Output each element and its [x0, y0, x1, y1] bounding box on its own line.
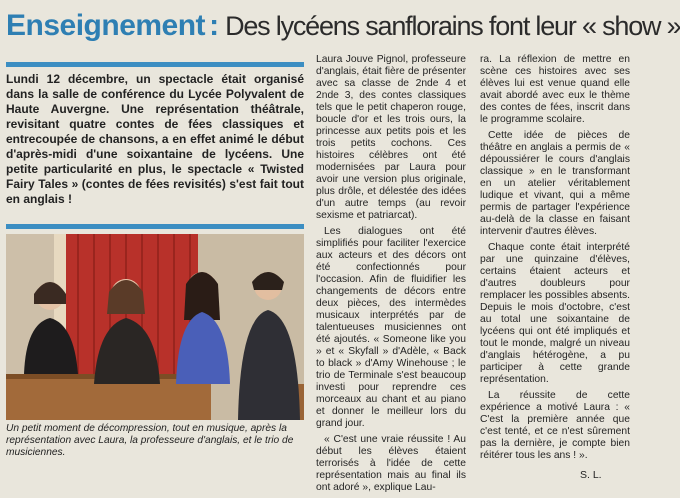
article-column-3: [480, 54, 630, 466]
headline-title: Des lycéens sanflorains font leur « show »: [225, 11, 680, 41]
article-photo: [6, 234, 304, 420]
paragraph: La réussite de cette expérience a motivé Laura : « C'est la première année que c'est tenté, et ce n'est sûrement pas la dernière, je compte bien réitérer tous les ans ! ».: [480, 390, 630, 461]
paragraph: « C'est une vraie réussite ! Au début les élèves étaient terrorisés à l'idée de cette représentation mais au final ils ont adoré », explique Lau-: [316, 434, 466, 493]
photo-caption: Un petit moment de décompression, tout en musique, après la représentation avec Laura, la professeure d'anglais, et le trio de musiciennes.: [6, 423, 294, 458]
paragraph: ra. La réflexion de mettre en scène ces histoires avec ses élèves lui est venue quand elle avait abordé avec eux le thème des contes de fées, inscrit dans le programme scolaire.: [480, 54, 630, 125]
paragraph: Chaque conte était interprété par une quinzaine d'élèves, certains étaient acteurs et d'autres doubleurs pour remplacer les possibles absents. Depuis le mois d'octobre, c'est au total une soixantaine de lycéens qui ont été impliqués et tout le monde, malgré un niveau d'anglais hétérogène, a pu participer à cette grande représentation.: [480, 242, 630, 385]
paragraph: Les dialogues ont été simplifiés pour faciliter l'exercice aux acteurs et des décors ont été confectionnés pour l'occasion. Afin de fluidifier les changements de décors entre deux pièces, des intermèdes musicaux interprétés par de talentueuses musiciennes ont été ajoutés. « Someone like you » et « Skyfall » d'Adèle, « Back to black » d'Amy Winehouse ; le trio de Terminale s'est beaucoup investi pour reprendre ces morceaux au chant et au piano et donner le meilleur lors du grand jour.: [316, 226, 466, 429]
paragraph: Cette idée de pièces de théâtre en anglais a permis de « dépoussiérer le cours d'anglais classique » en le transformant en un atelier véritablement ludique et vivant, qui a même permis de partager l'expérience au-delà de la classe en faisant intervenir d'autres élèves.: [480, 130, 630, 237]
headline: [6, 4, 680, 48]
headline-colon: :: [209, 9, 220, 42]
photo-illustration: [6, 234, 304, 420]
headline-kicker: Enseignement: [6, 9, 206, 42]
accent-rule-photo: [6, 224, 304, 229]
article-column-2: [316, 54, 466, 498]
article-lead: Lundi 12 décembre, un spectacle était organisé dans la salle de conférence du Lycée Polyvalent de Haute Auvergne. Une représentation théâtrale, revisitant quatre contes de fées classiques et entrecoupée de chansons, a en effet animé le début d'après-midi d'une soixantaine de lycéens. Une petite particularité en plus, le spectacle « Twisted Fairy Tales » (contes de fées revisités) s'est fait tout en anglais !: [6, 72, 304, 206]
accent-rule-top: [6, 62, 304, 67]
author-signature: S. L.: [580, 469, 602, 481]
paragraph: Laura Jouve Pignol, professeure d'anglais, était fière de présenter avec sa classe de 2nde 4 et 2nde 3, des contes classiques tels que le petit chaperon rouge, boucle d'or et les trois ours, la princesse aux petits pois et les trois petits cochons. Ces histoires célèbres ont été modernisées par Laura pour avoir une version plus originale, plus drôle, et délestée des idées d'un autre temps (au revoir sexisme et patriarcat).: [316, 54, 466, 221]
